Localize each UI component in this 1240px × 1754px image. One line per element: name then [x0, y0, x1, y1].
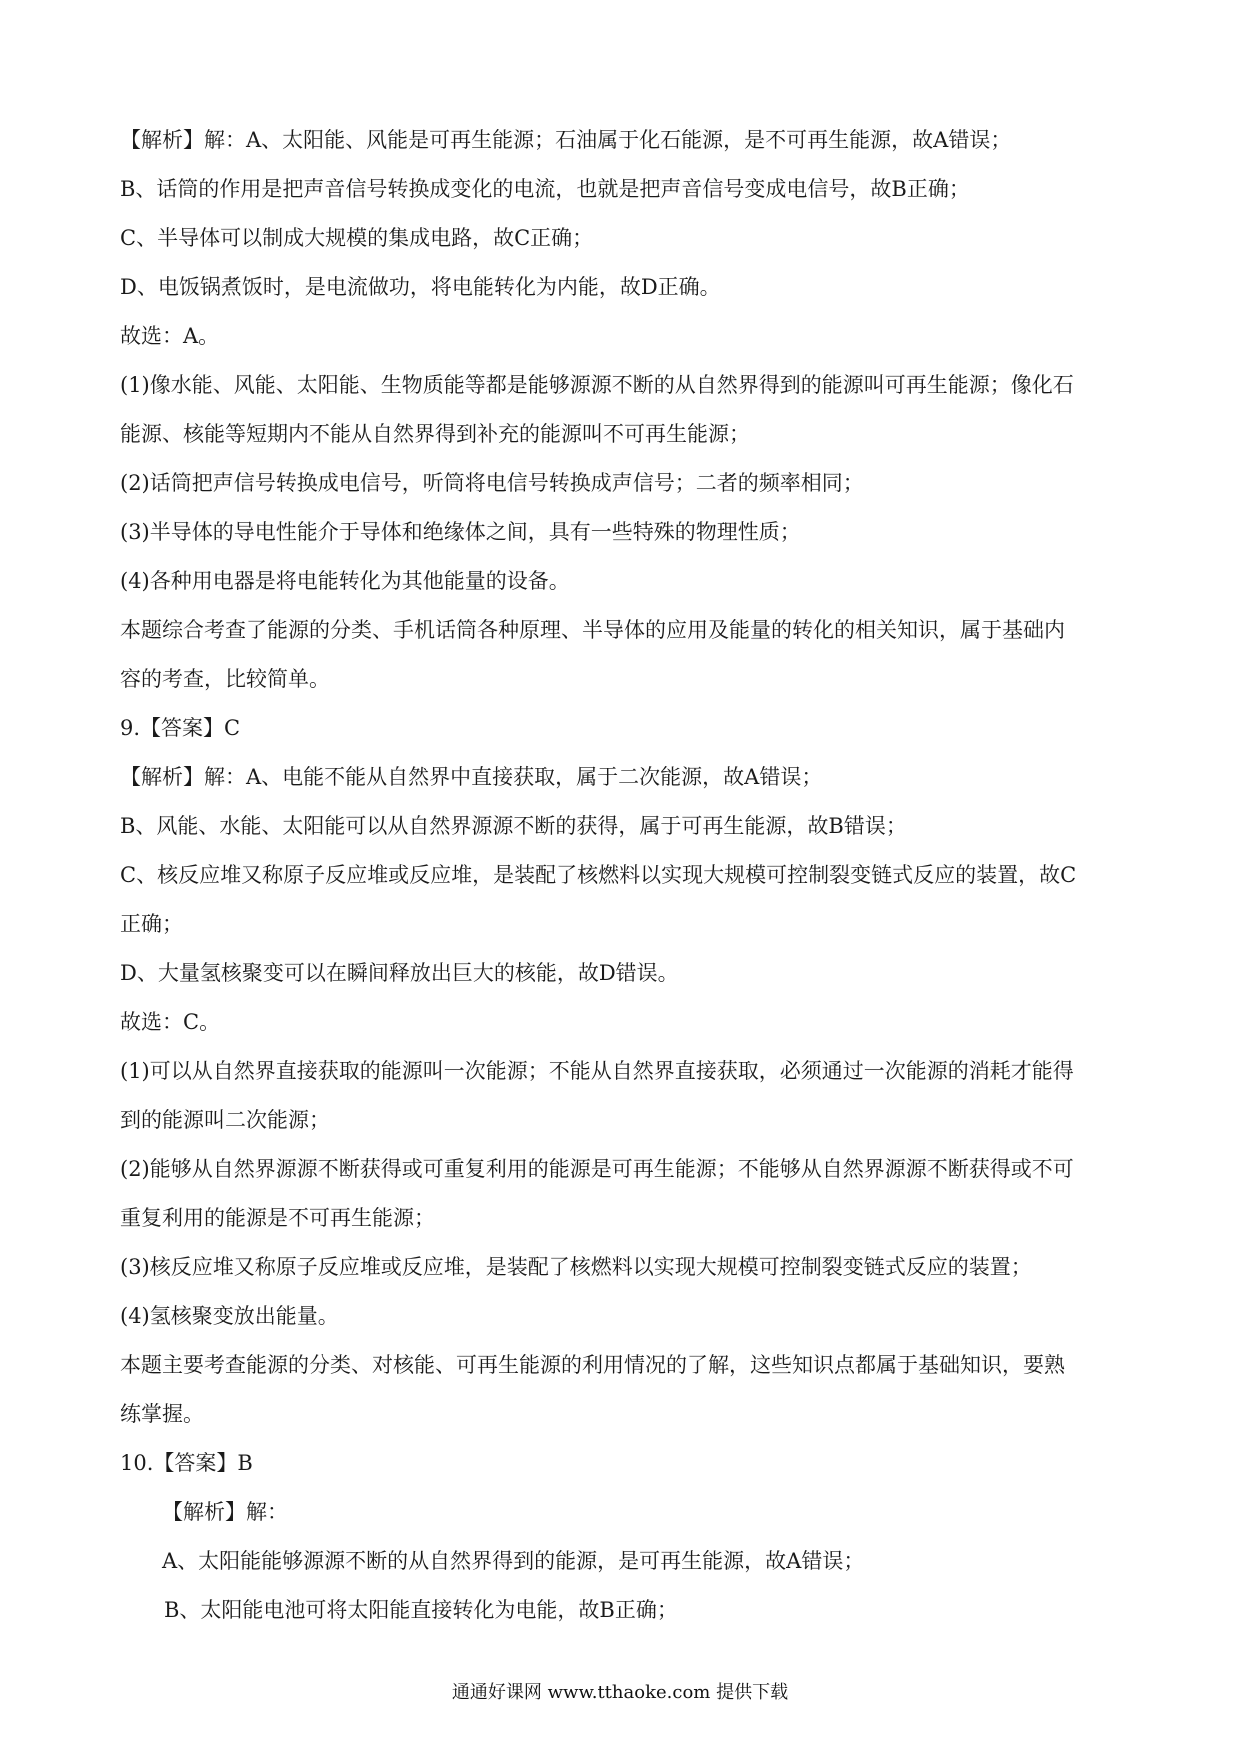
text-line: B、话筒的作用是把声音信号转换成变化的电流，也就是把声音信号变成电信号，故B正确； — [120, 177, 970, 201]
text-line: 重复利用的能源是不可再生能源； — [120, 1206, 435, 1230]
text-line: C、核反应堆又称原子反应堆或反应堆，是装配了核燃料以实现大规模可控制裂变链式反应的装置，故C — [120, 863, 1077, 887]
text-line: 故选：C。 — [120, 1010, 221, 1034]
text-line: D、大量氢核聚变可以在瞬间释放出巨大的核能，故D错误。 — [120, 961, 679, 985]
text-line: 【解析】解：A、电能不能从自然界中直接获取，属于二次能源，故A错误； — [120, 765, 823, 789]
text-line: (1)可以从自然界直接获取的能源叫一次能源；不能从自然界直接获取，必须通过一次能源的消耗才能得 — [120, 1059, 1074, 1083]
page-footer: 通通好课网 www.tthaoke.com 提供下载 — [451, 1682, 789, 1703]
answer-explanation-body — [120, 116, 1120, 1635]
text-line: (4)氢核聚变放出能量。 — [120, 1304, 339, 1328]
text-line: 本题主要考查能源的分类、对核能、可再生能源的利用情况的了解，这些知识点都属于基础知识，要熟 — [120, 1353, 1065, 1377]
text-line: 【解析】解：A、太阳能、风能是可再生能源；石油属于化石能源，是不可再生能源，故A错误； — [120, 128, 1012, 152]
text-line: (2)能够从自然界源源不断获得或可重复利用的能源是可再生能源；不能够从自然界源源不断获得或不可 — [120, 1157, 1074, 1181]
text-line: C、半导体可以制成大规模的集成电路，故C正确； — [120, 226, 594, 250]
text-line: 到的能源叫二次能源； — [120, 1108, 330, 1132]
text-line: 容的考查，比较简单。 — [120, 667, 330, 691]
text-line: 正确； — [120, 912, 183, 936]
text-line: 【解析】解： — [162, 1500, 288, 1524]
text-line: 本题综合考查了能源的分类、手机话筒各种原理、半导体的应用及能量的转化的相关知识，属于基础内 — [120, 618, 1065, 642]
text-line: (4)各种用电器是将电能转化为其他能量的设备。 — [120, 569, 570, 593]
text-line: B、太阳能电池可将太阳能直接转化为电能，故B正确； — [164, 1598, 678, 1622]
text-line: D、电饭锅煮饭时，是电流做功，将电能转化为内能，故D正确。 — [120, 275, 721, 299]
text-line: A、太阳能能够源源不断的从自然界得到的能源，是可再生能源，故A错误； — [162, 1549, 865, 1573]
text-line: 能源、核能等短期内不能从自然界得到补充的能源叫不可再生能源； — [120, 422, 750, 446]
text-line: (3)核反应堆又称原子反应堆或反应堆，是装配了核燃料以实现大规模可控制裂变链式反应的装置； — [120, 1255, 1032, 1279]
text-line: B、风能、水能、太阳能可以从自然界源源不断的获得，属于可再生能源，故B错误； — [120, 814, 907, 838]
question-answer-heading: 10.【答案】B — [120, 1451, 253, 1475]
question-answer-heading: 9.【答案】C — [120, 716, 241, 740]
text-line: 练掌握。 — [120, 1402, 204, 1426]
text-line: (1)像水能、风能、太阳能、生物质能等都是能够源源不断的从自然界得到的能源叫可再生能源；像化石 — [120, 373, 1074, 397]
text-line: (3)半导体的导电性能介于导体和绝缘体之间，具有一些特殊的物理性质； — [120, 520, 801, 544]
text-line: 故选：A。 — [120, 324, 220, 348]
text-line: (2)话筒把声信号转换成电信号，听筒将电信号转换成声信号；二者的频率相同； — [120, 471, 864, 495]
